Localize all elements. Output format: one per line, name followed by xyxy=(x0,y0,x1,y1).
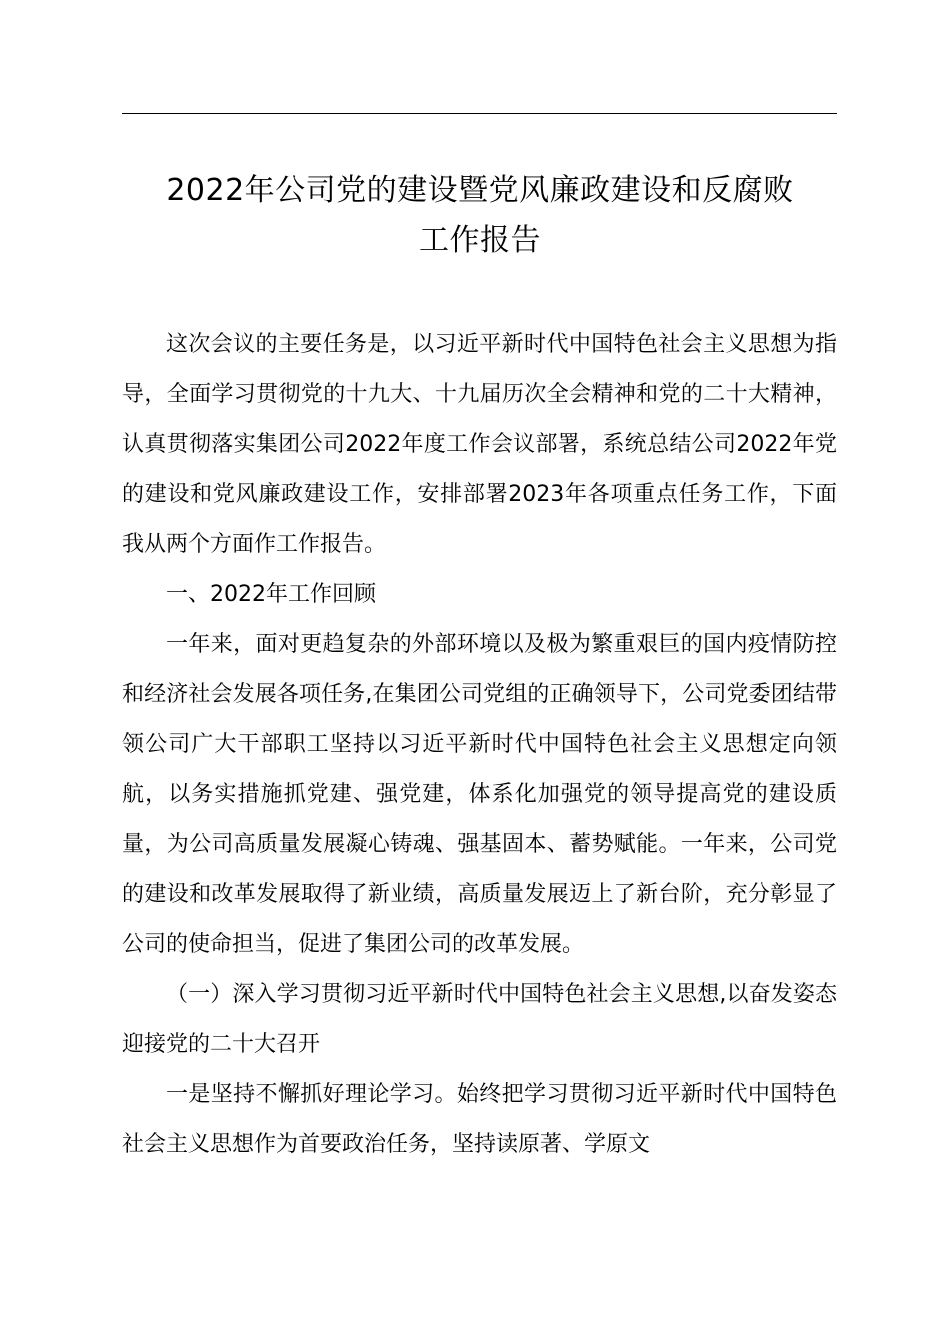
paragraph-review: 一年来，面对更趋复杂的外部环境以及极为繁重艰巨的国内疫情防控和经济社会发展各项任务,在集团公司党组的正确领导下，公司党委团结带领公司广大干部职工坚持以习近平新时代中国特色社会主义思想定向领航，以务实措施抓党建、强党建，体系化加强党的领导提高党的建设质量，为公司高质量发展凝心铸魂、强基固本、蓄势赋能。一年来，公司党的建设和改革发展取得了新业绩，高质量发展迈上了新台阶，充分彰显了公司的使命担当，促进了集团公司的改革发展。 xyxy=(122,632,837,957)
section-heading-review: 一、2022年工作回顾 xyxy=(166,582,376,607)
title-line-2: 工作报告 xyxy=(419,223,541,258)
paragraph-intro: 这次会议的主要任务是，以习近平新时代中国特色社会主义思想为指导，全面学习贯彻党的十九大、十九届历次全会精神和党的二十大精神，认真贯彻落实集团公司2022年度工作会议部署，系统总结公司2022年党的建设和党风廉政建设工作，安排部署2023年各项重点任务工作，下面我从两个方面作工作报告。 xyxy=(122,332,837,557)
document-body xyxy=(122,320,837,1170)
header-rule xyxy=(122,113,837,114)
document-title xyxy=(110,166,850,266)
subsection-heading-1: （一）深入学习贯彻习近平新时代中国特色社会主义思想,以奋发姿态迎接党的二十大召开 xyxy=(122,982,837,1057)
title-line-1: 2022年公司党的建设暨党风廉政建设和反腐败 xyxy=(166,173,794,208)
paragraph-theory-study: 一是坚持不懈抓好理论学习。始终把学习贯彻习近平新时代中国特色社会主义思想作为首要政治任务，坚持读原著、学原文 xyxy=(122,1082,837,1157)
